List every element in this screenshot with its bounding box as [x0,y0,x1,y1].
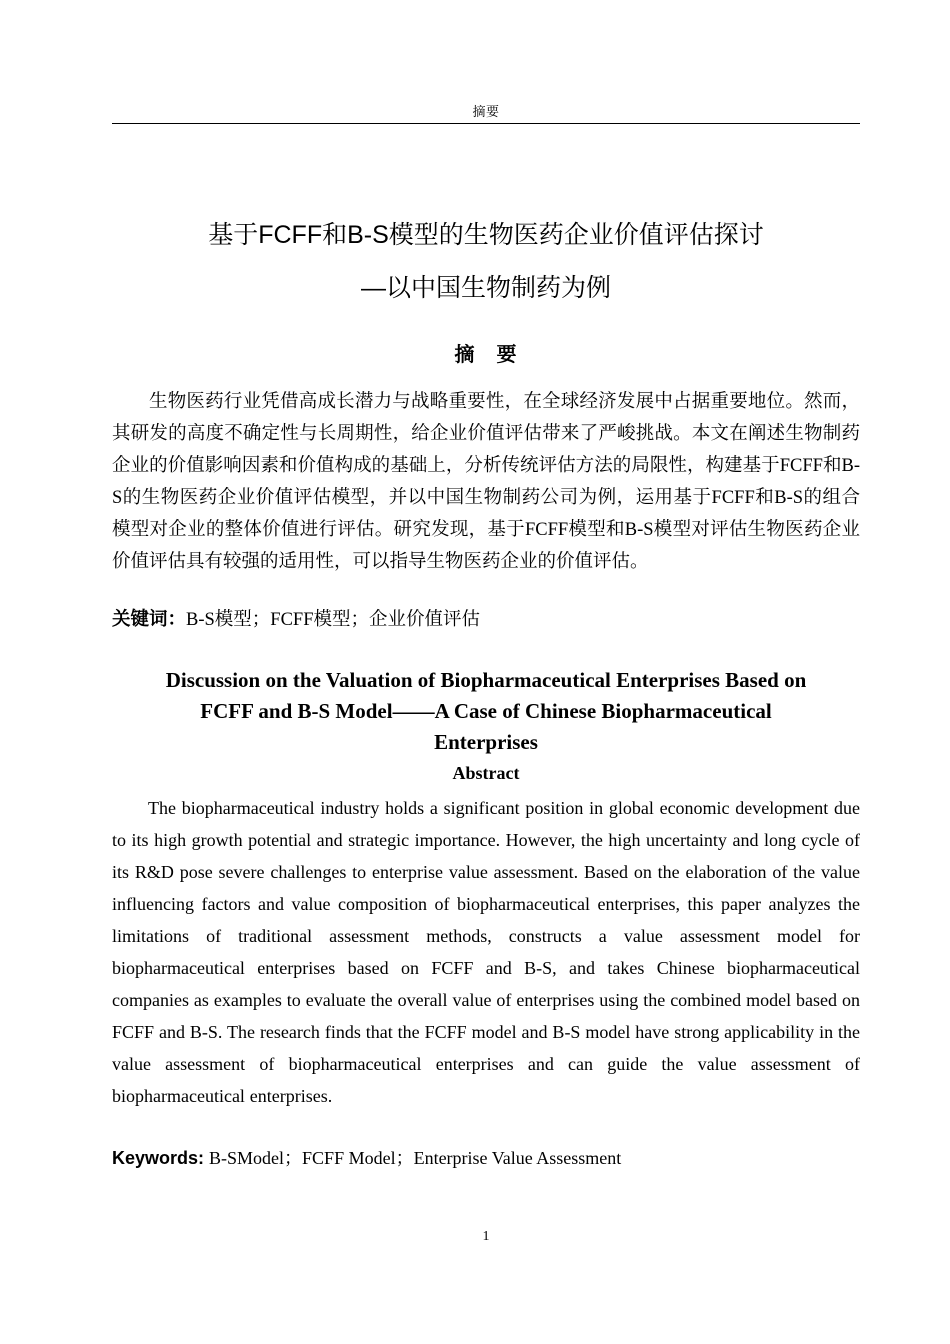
chinese-keywords [112,604,860,635]
chinese-keywords-value: B-S模型；FCFF模型；企业价值评估 [186,610,481,630]
chinese-abstract-heading: 摘 要 [454,344,518,366]
chinese-keywords-label: 关键词： [112,608,187,629]
page-content [112,150,860,1172]
chinese-abstract-paragraph: 生物医药行业凭借高成长潜力与战略重要性，在全球经济发展中占据重要地位。然而，其研发的高度不确定性与长周期性，给企业价值评估带来了严峻挑战。本文在阐述生物制药企业的价值影响因素和价值构成的基础上，分析传统评估方法的局限性，构建基于FCFF和B-S的生物医药企业价值评估模型，并以中国生物制药公司为例，运用基于FCFF和B-S的组合模型对企业的整体价值进行评估。研究发现，基于FCFF模型和B-S模型对评估生物医药企业价值评估具有较强的适用性，可以指导生物医药企业的价值评估。 [112,392,860,572]
english-abstract-paragraph: The biopharmaceutical industry holds a significant position in global economic development due to its high growth potential and strategic importance. However, the high uncertainty and long cycle of its R&D pose severe challenges to enterprise value assessment. Based on the elaboration of the value influencing factors and value composition of biopharmaceutical enterprises, this paper analyzes the limitations of traditional assessment methods, constructs a value assessment model for biopharmaceutical enterprises based on FCFF and B-S, and takes Chinese biopharmaceutical companies as examples to evaluate the overall value of enterprises using the combined model based on FCFF and B-S. The research finds that the FCFF model and B-S model have strong applicability in the value assessment of biopharmaceutical enterprises and can guide the value assessment of biopharmaceutical enterprises. [112,798,860,1106]
english-abstract-body [112,792,860,1112]
running-head: 摘要 [472,104,500,119]
chinese-title-line-2: —以中国生物制药为例 [360,274,611,302]
english-keywords-label: Keywords: [112,1148,210,1168]
header-rule-divider [112,123,860,124]
chinese-title-line-1: 基于FCFF和B-S模型的生物医药企业价值评估探讨 [208,221,764,249]
chinese-abstract-body [112,386,860,578]
english-title-line-1: Discussion on the Valuation of Biopharmaceutical Enterprises Based on [165,668,807,692]
english-abstract-heading: Abstract [452,763,520,783]
page-header [112,104,860,124]
page-number: 1 [482,1229,490,1244]
english-keywords [112,1144,860,1172]
english-title-line-2: FCFF and B-S Model——A Case of Chinese Biopharmaceutical [200,699,772,723]
page-footer [112,1228,860,1246]
english-keywords-value: B-SModel；FCFF Model；Enterprise Value Assessment [209,1148,622,1168]
english-title-line-3: Enterprises [434,730,538,754]
